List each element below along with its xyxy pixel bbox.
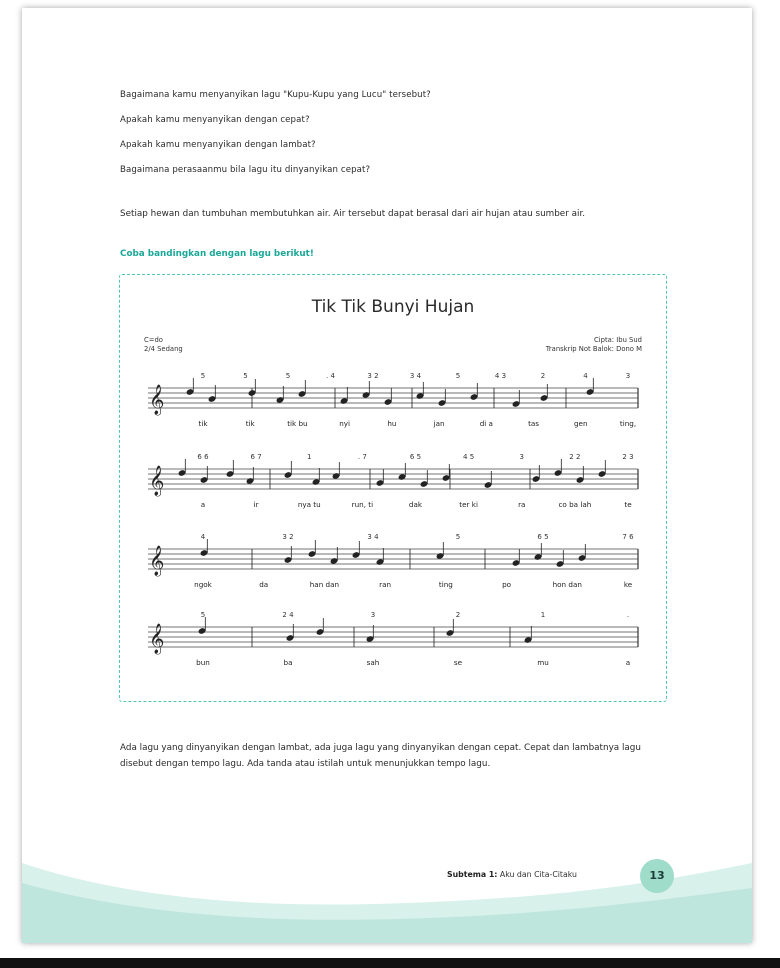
number-notation: .	[626, 611, 630, 619]
closing-paragraph: Ada lagu yang dinyanyikan dengan lambat, ada juga lagu yang dinyanyikan dengan cepat. Cepat dan lambatnya lagu disebut dengan tempo lagu. Ada tanda atau istilah untuk menunjukkan tempo lagu.	[120, 743, 641, 769]
lyric-word: sah	[366, 658, 380, 667]
number-notation: 2	[540, 372, 546, 380]
lyric-word: a	[200, 500, 206, 509]
question-1: Bagaimana kamu menyanyikan lagu "Kupu-Kupu yang Lucu" tersebut?	[120, 90, 431, 100]
lyric-word: mu	[537, 658, 549, 667]
treble-clef-icon: 𝄞	[149, 385, 165, 415]
number-notation: 4 5	[463, 453, 475, 461]
compare-prompt: Coba bandingkan dengan lagu berikut!	[120, 249, 314, 259]
textbook-page	[22, 8, 752, 943]
number-notation: . 4	[326, 372, 335, 380]
number-notation: 2 4	[282, 611, 294, 619]
number-notation: 2 2	[569, 453, 581, 461]
lyric-word: te	[624, 500, 632, 509]
lyric-word: hon dan	[552, 580, 582, 589]
number-notation: 5	[285, 372, 291, 380]
number-notation: 3 4	[367, 533, 379, 541]
lyric-word: run, ti	[351, 500, 374, 509]
question-4: Bagaimana perasaanmu bila lagu itu dinyanyikan cepat?	[120, 165, 371, 175]
number-notation: 5	[243, 372, 248, 380]
number-notation: 2	[455, 611, 461, 619]
number-notation: 1	[540, 611, 546, 619]
song-composer: Cipta: Ibu Sud	[594, 336, 642, 344]
lyric-word: di a	[479, 419, 493, 428]
number-notation: 4	[583, 372, 588, 380]
lyric-word: gen	[574, 419, 588, 428]
footer-subtheme	[447, 870, 577, 879]
lyric-word: ran	[379, 580, 392, 589]
lyric-word: tas	[528, 419, 540, 428]
song-transcriber: Transkrip Not Balok: Dono M	[545, 345, 642, 353]
number-notation: . 7	[357, 453, 367, 461]
lyric-word: nyi	[339, 419, 351, 428]
lyric-word: ir	[253, 500, 259, 509]
number-notation: 4	[200, 533, 206, 541]
page-number-badge: 13	[640, 859, 674, 893]
lyric-word: dak	[408, 500, 423, 509]
lyric-word: co ba lah	[558, 500, 592, 509]
footer-subtheme-label: Subtema 1:	[447, 870, 498, 879]
number-notation: 3	[519, 453, 524, 461]
number-notation: 1	[307, 453, 312, 461]
number-notation: 7 6	[622, 533, 634, 541]
lyric-word: ba	[283, 658, 293, 667]
number-notation: 5	[455, 533, 461, 541]
lyric-word: ter ki	[459, 500, 478, 509]
lyric-word: nya tu	[297, 500, 321, 509]
number-notation: 5	[200, 611, 206, 619]
question-2: Apakah kamu menyanyikan dengan cepat?	[120, 115, 310, 125]
lyric-word: a	[625, 658, 631, 667]
treble-clef-icon: 𝄞	[149, 624, 165, 654]
lyric-word: da	[259, 580, 269, 589]
number-notation: 4 3	[494, 372, 507, 380]
lyric-word: ke	[623, 580, 633, 589]
number-notation: 3 2	[367, 372, 379, 380]
lyric-word: tik bu	[287, 419, 308, 428]
lyric-word: tik	[198, 419, 208, 428]
lyric-word: tik	[245, 419, 255, 428]
number-notation: 6 5	[537, 533, 549, 541]
lyric-word: hu	[387, 419, 397, 428]
song-key: C=do	[144, 336, 163, 344]
lyric-word: ra	[518, 500, 526, 509]
bottom-edge	[0, 958, 780, 968]
lyric-word: bun	[196, 658, 210, 667]
number-notation: 6 5	[409, 453, 422, 461]
lyric-word: se	[453, 658, 463, 667]
footer-subtheme-title: Aku dan Cita-Citaku	[499, 870, 577, 879]
number-notation: 6 7	[250, 453, 262, 461]
lyric-word: ting	[438, 580, 453, 589]
treble-clef-icon: 𝄞	[149, 466, 165, 496]
wave-decoration	[22, 843, 752, 943]
song-score-box	[119, 274, 667, 702]
intro-paragraph: Setiap hewan dan tumbuhan membutuhkan air. Air tersebut dapat berasal dari air hujan atau sumber air.	[120, 209, 586, 219]
number-notation: 3	[370, 611, 376, 619]
number-notation: 5	[200, 372, 206, 380]
lyric-word: ngok	[194, 580, 212, 589]
lyric-word: jan	[433, 419, 445, 428]
lyric-word: ting,	[619, 419, 637, 428]
question-3: Apakah kamu menyanyikan dengan lambat?	[120, 140, 316, 150]
lyric-word: han dan	[309, 580, 340, 589]
music-score	[120, 275, 666, 701]
treble-clef-icon: 𝄞	[149, 546, 165, 576]
song-title: Tik Tik Bunyi Hujan	[311, 297, 475, 317]
lyric-word: po	[502, 580, 512, 589]
number-notation: 2 3	[622, 453, 634, 461]
number-notation: 5	[455, 372, 461, 380]
number-notation: 3	[625, 372, 631, 380]
song-tempo: 2/4 Sedang	[144, 345, 183, 353]
number-notation: 6 6	[197, 453, 209, 461]
number-notation: 3 4	[409, 372, 422, 380]
number-notation: 3 2	[282, 533, 294, 541]
